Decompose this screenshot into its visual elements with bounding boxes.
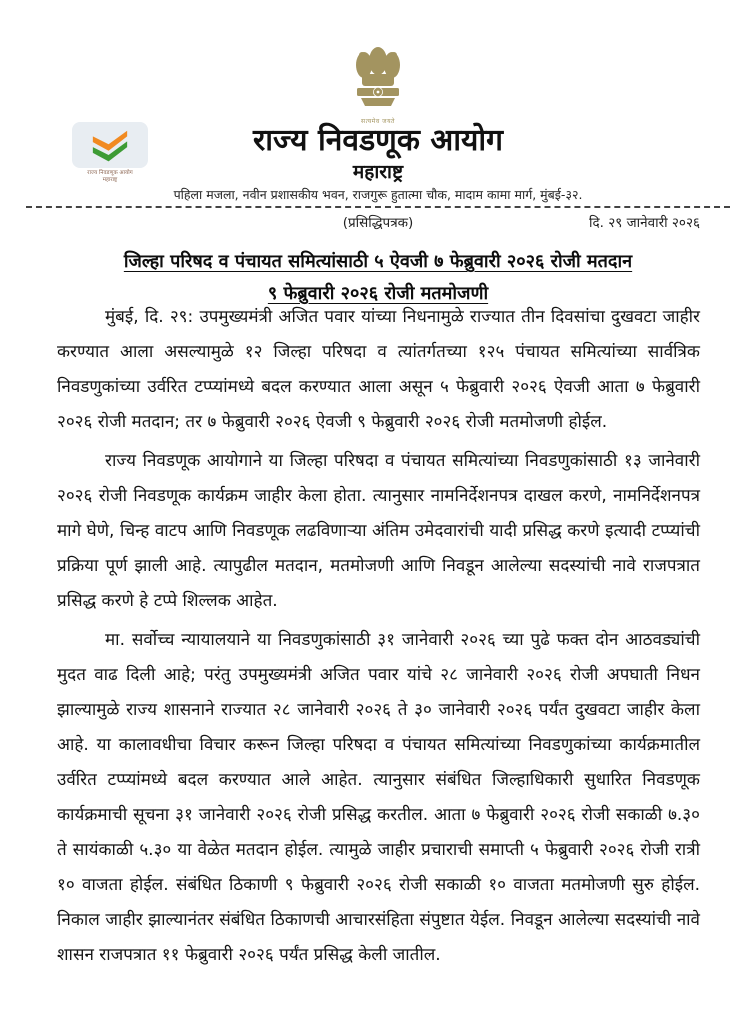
press-body xyxy=(57,300,700,977)
doc-date: दि. २९ जानेवारी २०२६ xyxy=(589,215,700,231)
emblem-motto: सत्यमेव जयते xyxy=(361,118,395,125)
org-address: पहिला मजला, नवीन प्रशासकीय भवन, राजगुरू हुतात्मा चौक, मादाम कामा मार्ग, मुंबई-३२. xyxy=(173,187,583,202)
org-subtitle: महाराष्ट्र xyxy=(352,161,404,183)
body-paragraph-1: मुंबई, दि. २९: उपमुख्यमंत्री अजित पवार यांच्या निधनामुळे राज्यात तीन दिवसांचा दुखवटा जाहीर करण्यात आला असल्यामुळे १२ जिल्हा परिषदा व त्यांतर्गतच्या १२५ पंचायत समित्यांच्या सार्वत्रिक निवडणुकांच्या उर्वरित टप्प्यांमध्ये बदल करण्यात आला असून ५ फेब्रुवारी २०२६ ऐवजी आता ७ फेब्रुवारी २०२६ रोजी मतदान; तर ७ फेब्रुवारी २०२६ ऐवजी ९ फेब्रुवारी २०२६ रोजी मतमोजणी होईल. xyxy=(57,307,700,432)
body-paragraph-3: मा. सर्वोच्च न्यायालयाने या निवडणुकांसाठी ३१ जानेवारी २०२६ च्या पुढे फक्त दोन आठवड्यांची मुदत वाढ दिली आहे; परंतु उपमुख्यमंत्री अजित पवार यांचे २८ जानेवारी २०२६ रोजी अपघाती निधन झाल्यामुळे राज्य शासनाने राज्यात २८ जानेवारी २०२६ ते ३० जानेवारी २०२६ पर्यंत दुखवटा जाहीर केला आहे. या कालावधीचा विचार करून जिल्हा परिषदा व पंचायत समित्यांच्या निवडणुकांच्या कार्यक्रमातील उर्वरित टप्प्यांमध्ये बदल करण्यात आले आहेत. त्यानुसार संबंधित जिल्हाधिकारी सुधारित निवडणूक कार्यक्रमाची सूचना ३१ जानेवारी २०२६ रोजी प्रसिद्ध करतील. आता ७ फेब्रुवारी २०२६ रोजी सकाळी ७.३० ते सायंकाळी ५.३० या वेळेत मतदान होईल. त्यामुळे जाहीर प्रचाराची समाप्ती ५ फेब्रुवारी २०२६ रोजी रात्री १० वाजता होईल. संबंधित ठिकाणी ९ फेब्रुवारी २०२६ रोजी सकाळी १० वाजता मतमोजणी सुरु होईल. निकाल जाहीर झाल्यानंतर संबंधित ठिकाणची आचारसंहिता संपुष्टात येईल. निवडून आलेल्या सदस्यांची नावे शासन राजपत्रात ११ फेब्रुवारी २०२६ पर्यंत प्रसिद्ध केली जातील. xyxy=(57,630,700,965)
org-title: राज्य निवडणूक आयोग xyxy=(252,123,504,158)
press-heading-line2: ९ फेब्रुवारी २०२६ रोजी मतमोजणी xyxy=(267,282,489,304)
press-heading-line1: जिल्हा परिषद व पंचायत समित्यांसाठी ५ ऐवजी ७ फेब्रुवारी २०२६ रोजी मतदान xyxy=(123,251,633,272)
doc-type-label: (प्रसिद्धिपत्रक) xyxy=(342,215,414,231)
dashed-divider xyxy=(26,206,730,208)
body-paragraph-2: राज्य निवडणूक आयोगाने या जिल्हा परिषदा व पंचायत समित्यांच्या निवडणुकांसाठी १३ जानेवारी २०२६ रोजी निवडणूक कार्यक्रम जाहीर केला होता. त्यानुसार नामनिर्देशनपत्र दाखल करणे, नामनिर्देशनपत्र मागे घेणे, चिन्ह वाटप आणि निवडणूक लढविणाऱ्या अंतिम उमेदवारांची यादी प्रसिद्ध करणे इत्यादी टप्प्यांची प्रक्रिया पूर्ण झाली आहे. त्यापुढील मतदान, मतमोजणी आणि निवडून आलेल्या सदस्यांची नावे राजपत्रात प्रसिद्ध करणे हे टप्पे शिल्लक आहेत. xyxy=(57,451,700,611)
national-emblem xyxy=(0,46,756,125)
logo-caption: राज्य निवडणूक आयोग महाराष्ट्र xyxy=(87,170,133,183)
ashoka-lion-capital-icon xyxy=(349,46,407,116)
meta-row xyxy=(0,213,756,235)
